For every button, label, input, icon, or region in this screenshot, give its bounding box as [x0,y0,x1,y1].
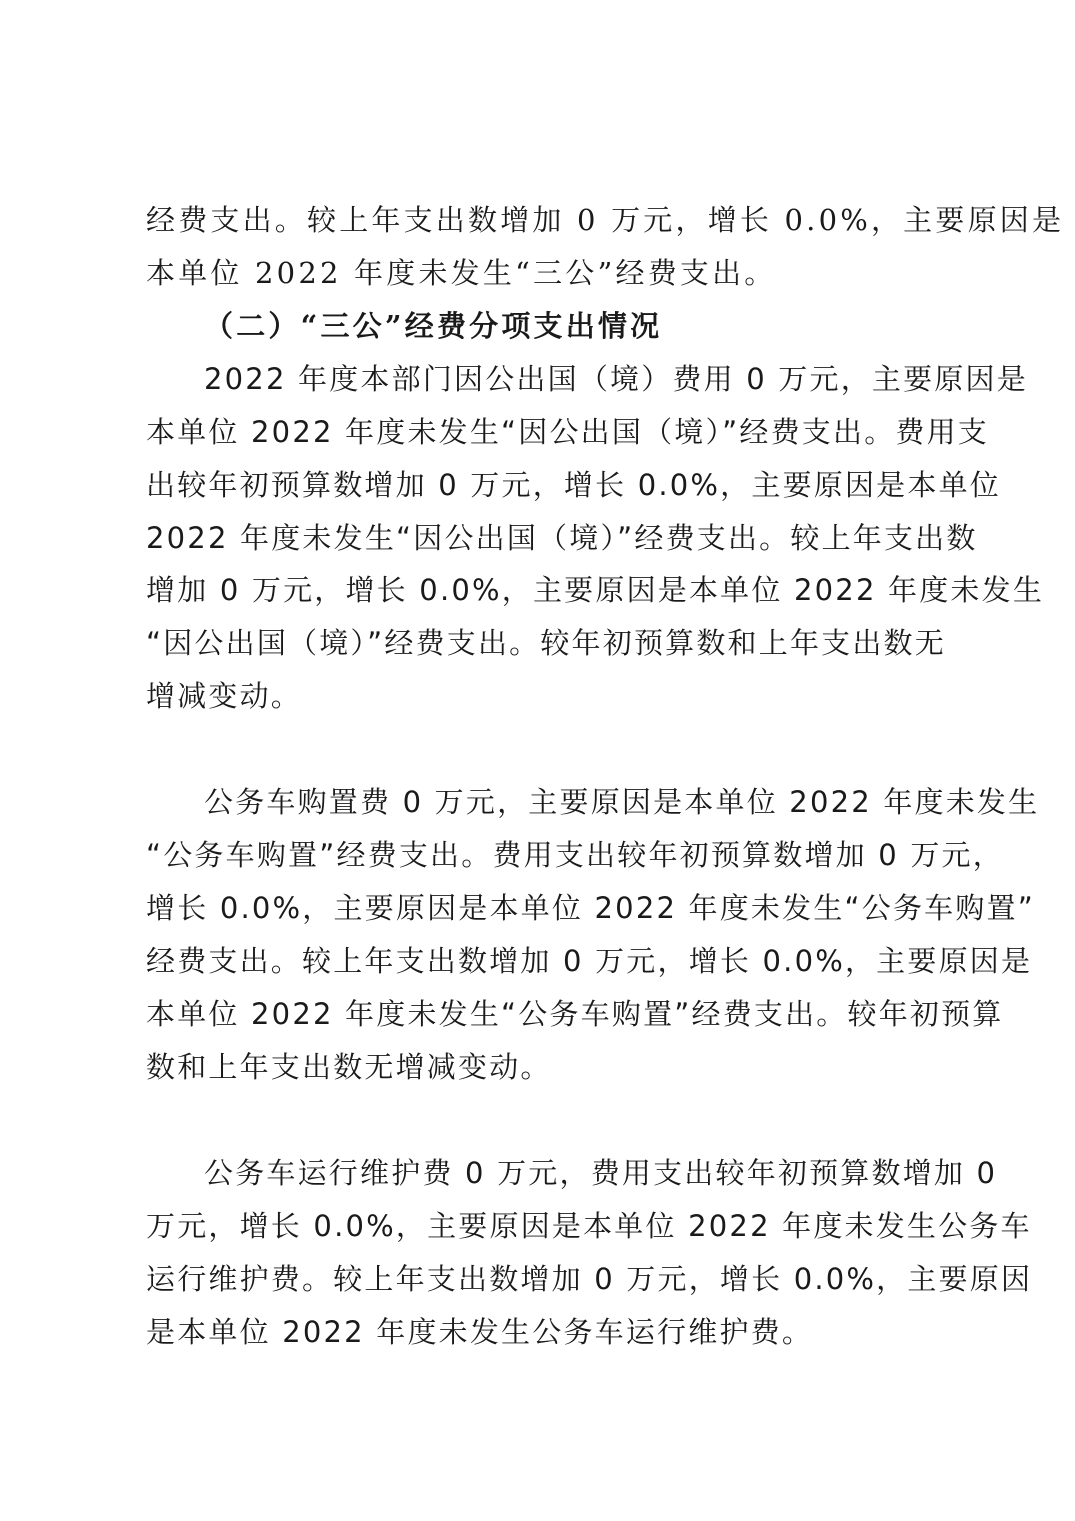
paragraph-line: 出较年初预算数增加 0 万元，增长 0.0%，主要原因是本单位 [146,468,1001,502]
paragraph-line: 公务车运行维护费 0 万元，费用支出较年初预算数增加 0 [204,1156,998,1190]
paragraph-line: 数和上年支出数无增减变动。 [146,1050,552,1084]
paragraph-line: 增减变动。 [146,679,303,713]
paragraph-line: 经费支出。较上年支出数增加 0 万元，增长 0.0%，主要原因是 [146,203,1065,237]
paragraph-line: 公务车购置费 0 万元，主要原因是本单位 2022 年度未发生 [204,785,1040,819]
paragraph-line: 万元，增长 0.0%，主要原因是本单位 2022 年度未发生公务车 [146,1209,1032,1243]
paragraph-line: 本单位 2022 年度未发生“公务车购置”经费支出。较年初预算 [146,997,1004,1031]
paragraph-line: 本单位 2022 年度未发生“三公”经费支出。 [146,256,777,290]
paragraph-line: 本单位 2022 年度未发生“因公出国（境）”经费支出。费用支 [146,415,989,449]
paragraph-line: 增长 0.0%，主要原因是本单位 2022 年度未发生“公务车购置” [146,891,1035,925]
section-heading: （二）“三公”经费分项支出情况 [204,309,663,343]
paragraph-line: 2022 年度未发生“因公出国（境）”经费支出。较上年支出数 [146,521,978,555]
paragraph-line: “因公出国（境）”经费支出。较年初预算数和上年支出数无 [146,626,946,660]
paragraph-line: 2022 年度本部门因公出国（境）费用 0 万元，主要原因是 [204,362,1028,396]
paragraph-line: “公务车购置”经费支出。费用支出较年初预算数增加 0 万元， [146,838,1004,872]
paragraph-line: 增加 0 万元，增长 0.0%，主要原因是本单位 2022 年度未发生 [146,573,1045,607]
paragraph-line: 是本单位 2022 年度未发生公务车运行维护费。 [146,1315,814,1349]
paragraph-line: 运行维护费。较上年支出数增加 0 万元，增长 0.0%，主要原因 [146,1262,1033,1296]
paragraph-line: 经费支出。较上年支出数增加 0 万元，增长 0.0%，主要原因是 [146,944,1033,978]
